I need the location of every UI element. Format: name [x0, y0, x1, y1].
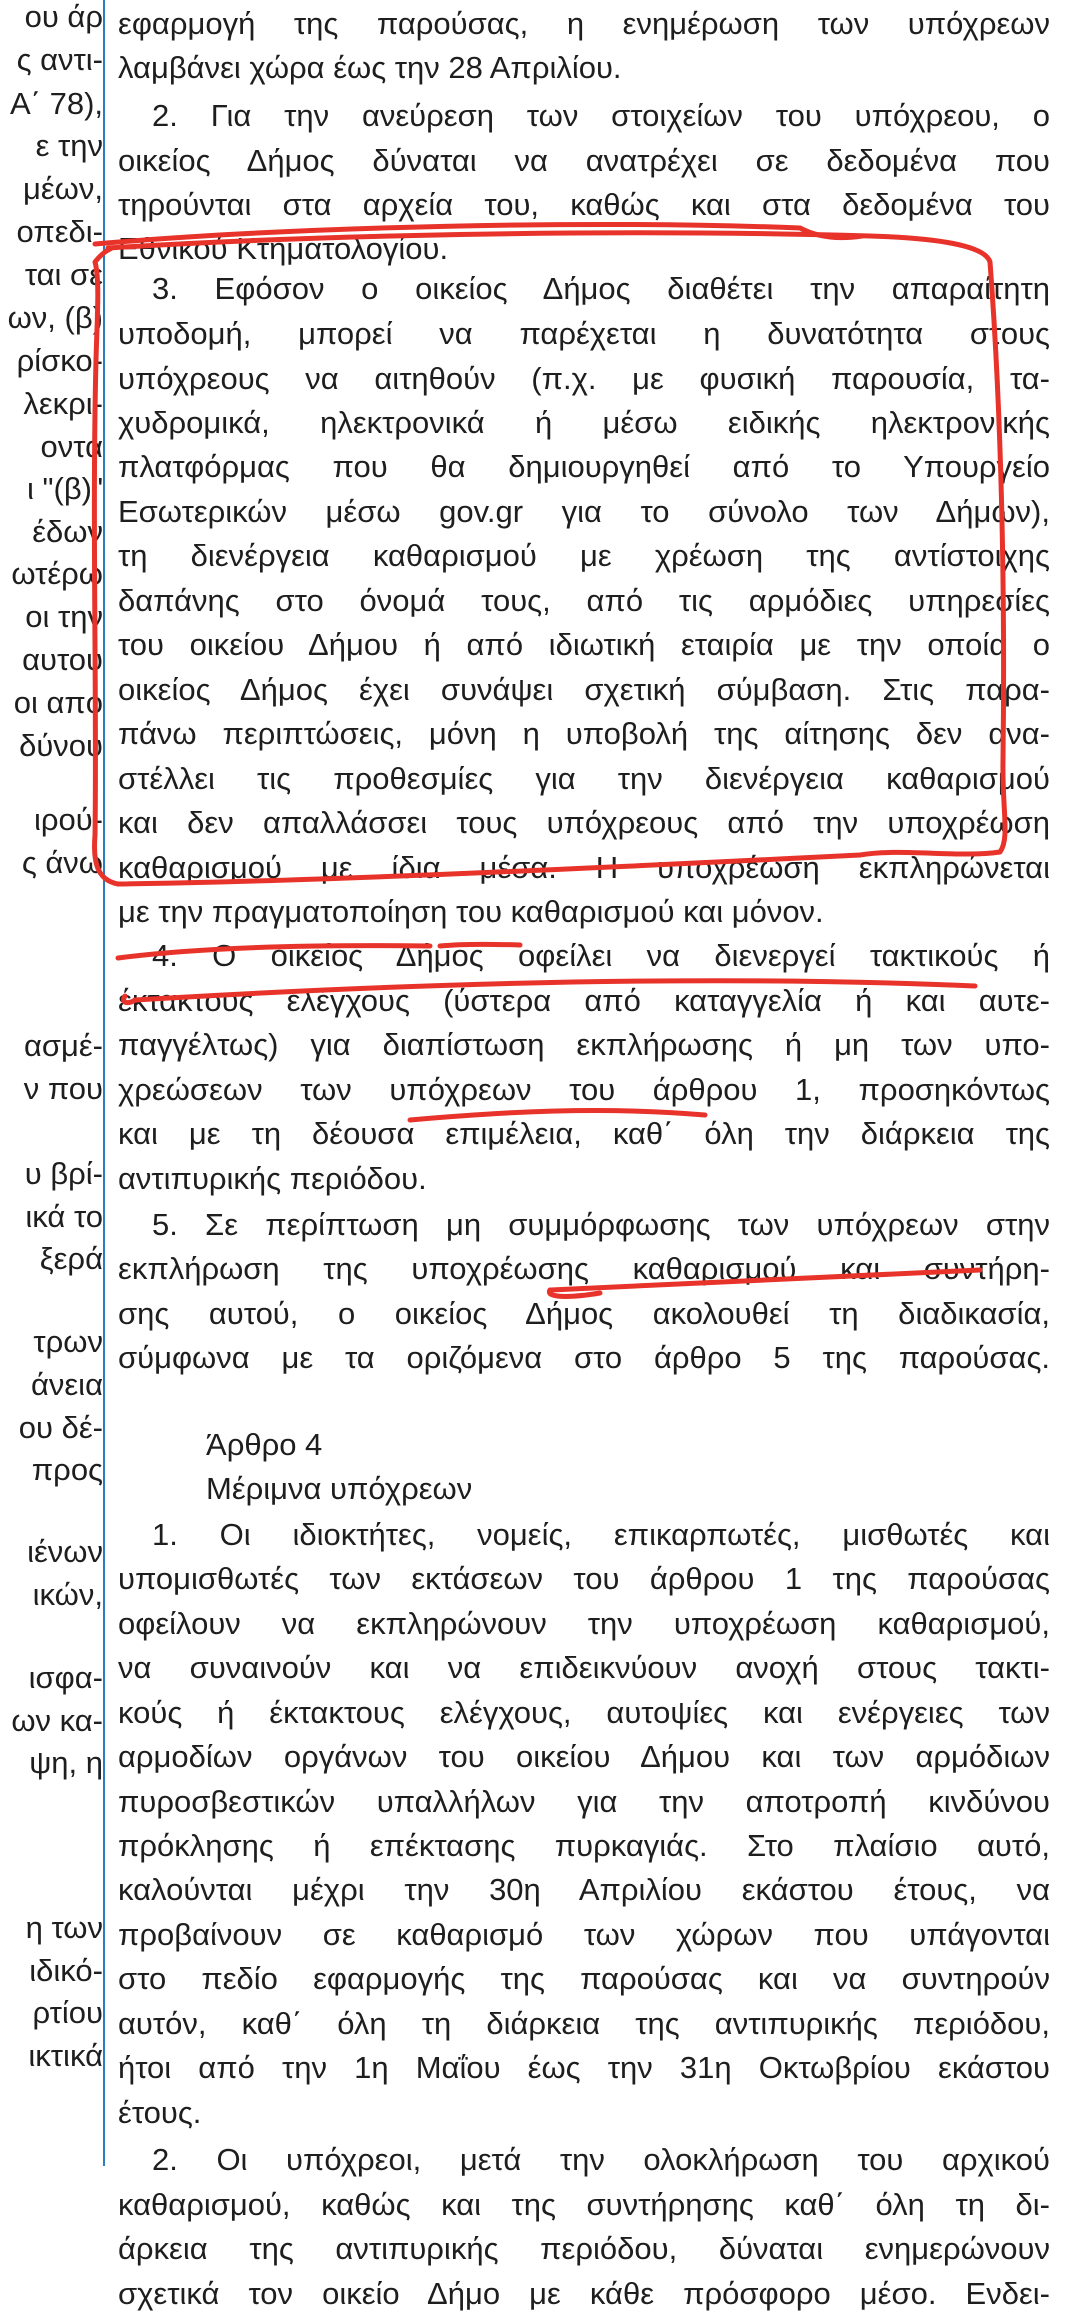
paragraph-line: πρόκλησης ή επέκτασης πυρκαγιάς. Στο πλαίσιο αυτό,: [118, 1828, 1050, 1863]
left-column-line: ψη, η: [29, 1745, 103, 1780]
paragraph-line: 2. Για την ανεύρεση των στοιχείων του υπόχρεου, ο: [152, 98, 1050, 133]
left-column-line: ιρού-: [33, 802, 103, 837]
left-column-line: ι "(β)": [27, 471, 103, 506]
paragraph-line: έτους.: [118, 2095, 202, 2130]
paragraph-line: ήτοι από την 1η Μαΐου έως την 31η Οκτωβρίου εκάστου: [118, 2050, 1050, 2085]
left-column-line: ς άνω: [21, 845, 103, 880]
paragraph-line: παγγέλτως) για διαπίστωση εκπλήρωσης ή μη των υπο-: [118, 1027, 1050, 1062]
paragraph-line: τηρούνται στα αρχεία του, καθώς και στα δεδομένα του: [118, 187, 1050, 222]
paragraph-line: με την πραγματοποίηση του καθαρισμού και μόνον.: [118, 894, 824, 929]
paragraph-line: υπομισθωτές των εκτάσεων του άρθρου 1 της παρούσας: [118, 1561, 1050, 1596]
paragraph-line: οικείος Δήμος έχει συνάψει σχετική σύμβαση. Στις παρα-: [118, 672, 1050, 707]
paragraph-line: λαμβάνει χώρα έως την 28 Απριλίου.: [118, 50, 622, 85]
paragraph-line: οφείλουν να εκπληρώνουν την υποχρέωση καθαρισμού,: [118, 1606, 1050, 1641]
paragraph-line: στέλλει τις προθεσμίες για την διενέργεια καθαρισμού: [118, 761, 1050, 796]
left-column-fragment: [0, 0, 103, 2187]
paragraph-line: καλούνται μέχρι την 30η Απριλίου εκάστου έτους, να: [118, 1872, 1050, 1907]
paragraph-line: να συναινούν και να επιδεικνύουν ανοχή στους τακτι-: [118, 1650, 1050, 1685]
column-divider: [103, 0, 105, 2166]
left-column-line: ς αντι-: [16, 42, 103, 77]
paragraph-line: υπόχρεους να αιτηθούν (π.χ. με φυσική παρουσία, τα-: [118, 361, 1050, 396]
left-column-line: ν που: [23, 1071, 103, 1106]
left-column-line: ιένων: [27, 1534, 103, 1569]
paragraph-line: εφαρμογή της παρούσας, η ενημέρωση των υπόχρεων: [118, 6, 1050, 41]
paragraph-line: καθαρισμού, καθώς και της συντήρησης καθ΄ όλη τη δι-: [118, 2187, 1050, 2222]
paragraph-line: σης αυτού, ο οικείος Δήμος ακολουθεί τη διαδικασία,: [118, 1296, 1050, 1331]
paragraph-line: σύμφωνα με τα οριζόμενα στο άρθρο 5 της παρούσας.: [118, 1340, 1050, 1375]
paragraph-line: κούς ή έκτακτους ελέγχους, αυτοψίες και ενέργειες των: [118, 1695, 1050, 1730]
paragraph-line: του οικείου Δήμου ή από ιδιωτική εταιρία με την οποία ο: [118, 627, 1050, 662]
left-column-line: ιδικό-: [29, 1953, 103, 1988]
left-column-line: ων, (β): [7, 300, 103, 335]
left-column-line: έδων: [32, 514, 103, 549]
left-column-line: οι από: [13, 685, 103, 720]
paragraph-line: πάνω περιπτώσεις, μόνη η υποβολή της αίτησης δεν ανα-: [118, 716, 1050, 751]
paragraph-line: 1. Οι ιδιοκτήτες, νομείς, επικαρπωτές, μισθωτές και: [152, 1517, 1050, 1552]
left-column-line: άνεια: [30, 1367, 103, 1402]
paragraph-line: άρκεια της αντιπυρικής περιόδου, δύναται ενημερώνουν: [118, 2231, 1050, 2266]
paragraph-line: 2. Οι υπόχρεοι, μετά την ολοκλήρωση του αρχικού: [152, 2142, 1050, 2177]
left-column-line: υ βρί-: [24, 1156, 103, 1191]
paragraph-line: αυτόν, καθ΄ όλη τη διάρκεια της αντιπυρικής περιόδου,: [118, 2006, 1050, 2041]
left-column-line: ου άρ: [24, 0, 103, 34]
left-column-line: ων κα-: [11, 1703, 103, 1738]
paragraph-line: στο πεδίο εφαρμογής της παρούσας και να συντηρούν: [118, 1961, 1050, 1996]
left-column-line: ται σε: [24, 257, 103, 292]
paragraph-line: σχετικά τον οικείο Δήμο με κάθε πρόσφορο μέσο. Ενδει-: [118, 2276, 1050, 2311]
left-column-line: ωτέρω: [11, 556, 103, 591]
paragraph-line: αρμοδίων οργάνων του οικείου Δήμου και των αρμόδιων: [118, 1739, 1050, 1774]
left-column-line: μέων,: [23, 171, 103, 206]
left-column-line: αυτού: [22, 642, 103, 677]
paragraph-line: 3. Εφόσον ο οικείος Δήμος διαθέτει την απαραίτητη: [152, 271, 1050, 306]
paragraph-line: Εθνικού Κτηματολογίου.: [118, 231, 449, 266]
paragraph-line: εκπλήρωση της υποχρέωσης καθαρισμού και συντήρη-: [118, 1251, 1050, 1286]
left-column-line: η των: [25, 1910, 103, 1945]
article-heading-line: Μέριμνα υπόχρεων: [206, 1471, 473, 1506]
left-column-line: τρων: [33, 1324, 103, 1359]
left-column-line: ικτικά: [28, 2038, 103, 2073]
left-column-line: ισφα-: [28, 1660, 103, 1695]
paragraph-line: έκτακτους ελέγχους (ύστερα από καταγγελία ή και αυτε-: [118, 983, 1050, 1018]
left-column-line: ικών,: [32, 1577, 103, 1612]
paragraph-line: προβαίνουν σε καθαρισμό των χώρων που υπάγονται: [118, 1917, 1050, 1952]
paragraph-line: Εσωτερικών μέσω gov.gr για το σύνολο των Δήμων),: [118, 494, 1050, 529]
left-column-line: οι την: [25, 599, 103, 634]
paragraph-line: αντιπυρικής περιόδου.: [118, 1161, 427, 1196]
left-column-line: οντα: [40, 429, 103, 464]
paragraph-line: και με τη δέουσα επιμέλεια, καθ΄ όλη την διάρκεια της: [118, 1116, 1050, 1151]
article-heading-line: Άρθρο 4: [206, 1427, 323, 1462]
paragraph-line: και δεν απαλλάσσει τους υπόχρεους από την υποχρέωση: [118, 805, 1050, 840]
paragraph-line: χυδρομικά, ηλεκτρονικά ή μέσω ειδικής ηλεκτρονικής: [118, 405, 1050, 440]
left-column-line: ικά το: [25, 1199, 103, 1234]
paragraph-line: πυροσβεστικών υπαλλήλων για την αποτροπή κινδύνου: [118, 1784, 1050, 1819]
paragraph-line: 5. Σε περίπτωση μη συμμόρφωσης των υπόχρεων στην: [152, 1207, 1050, 1242]
left-column-line: οπεδι-: [16, 214, 103, 249]
paragraph-line: οικείος Δήμος δύναται να ανατρέχει σε δεδομένα που: [118, 143, 1050, 178]
left-column-line: ου δέ-: [18, 1410, 103, 1445]
paragraph-line: χρεώσεων των υπόχρεων του άρθρου 1, προσηκόντως: [118, 1072, 1050, 1107]
paragraph-line: πλατφόρμας που θα δημιουργηθεί από το Υπουργείο: [118, 449, 1050, 484]
left-column-line: προς: [31, 1452, 103, 1487]
left-column-line: δύνου: [19, 728, 103, 763]
left-column-line: ξερά: [39, 1241, 103, 1276]
paragraph-line: υποδομή, μπορεί να παρέχεται η δυνατότητα στους: [118, 316, 1050, 351]
left-column-line: ρίσκο-: [16, 343, 103, 378]
left-column-line: Α΄ 78),: [9, 86, 103, 121]
paragraph-line: δαπάνης στο όνομά τους, από τις αρμόδιες υπηρεσίες: [118, 583, 1050, 618]
paragraph-line: 4. Ο οικείος Δήμος οφείλει να διενεργεί τακτικούς ή: [152, 938, 1050, 973]
paragraph-line: καθαρισμού με ίδια μέσα. Η υποχρέωση εκπληρώνεται: [118, 850, 1050, 885]
paragraph-line: τη διενέργεια καθαρισμού με χρέωση της αντίστοιχης: [118, 538, 1050, 573]
left-column-line: ρτίου: [32, 1995, 103, 2030]
left-column-line: ε την: [35, 128, 103, 163]
left-column-line: ασμέ-: [23, 1028, 103, 1063]
left-column-line: λεκρι-: [23, 386, 103, 421]
